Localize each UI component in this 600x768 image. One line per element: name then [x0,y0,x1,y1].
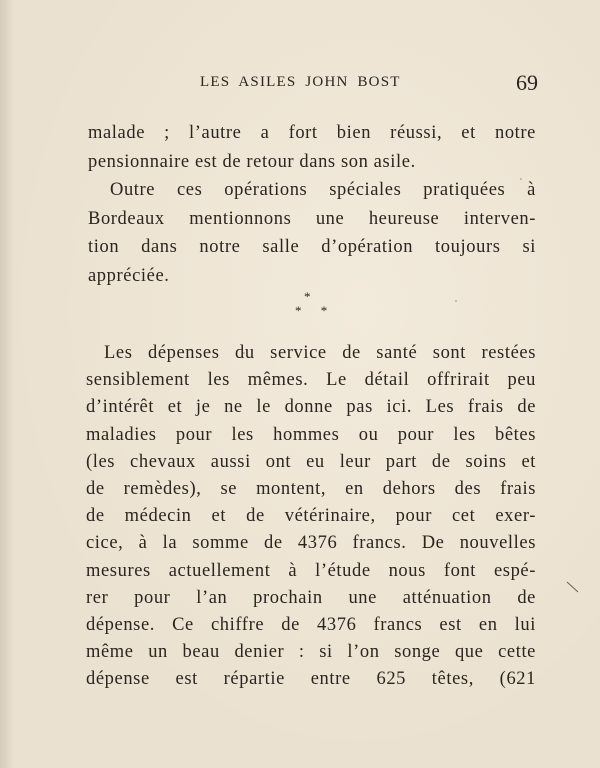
paragraph-line: de remèdes), se montent, en dehors des frais [86,479,536,500]
paragraph-line: Les dépenses du service de santé sont restées [104,343,536,363]
paragraph-line: Bordeaux mentionnons une heureuse interven- [88,208,536,229]
paper-speck [243,352,245,354]
paragraph-line: cice, à la somme de 4376 francs. De nouvelles [86,533,536,554]
paragraph-line: malade ; l’autre a fort bien réussi, et notre [88,123,536,143]
paragraph-line: d’intérêt et je ne le donne pas ici. Les frais de [86,397,536,418]
paragraph-line: pensionnaire est de retour dans son asile. [88,151,416,172]
paragraph-line: de médecin et de vétérinaire, pour cet exer- [86,506,536,527]
text-block-bottom [86,340,536,694]
paragraph-line: (les chevaux aussi ont eu leur part de soins et [86,451,536,472]
text-block-top [88,119,536,290]
margin-pencil-mark [566,580,580,594]
running-title: LES ASILES JOHN BOST [200,74,401,90]
paragraph-line: Outre ces opérations spéciales pratiquées à [110,180,536,200]
ornament-asterisks-bottom: * * [295,303,336,318]
paper-speck [520,178,522,180]
paragraph-line: mesures actuellement à l’étude nous font espé- [86,560,536,581]
section-ornament [0,290,600,322]
paragraph-line: rer pour l’an prochain une atténuation de [86,587,536,608]
paragraph-line: dépense. Ce chiffre de 4376 francs est en lui [86,615,536,636]
paragraph-line: sensiblement les mêmes. Le détail offrirait peu [86,370,536,391]
paragraph-line: maladies pour les hommes ou pour les bêtes [86,424,536,445]
paper-speck [455,300,457,302]
paragraph-line: dépense est répartie entre 625 têtes, (621 [86,669,536,690]
paragraph-line: tion dans notre salle d’opération toujours si [88,237,536,257]
ornament-asterisk-top: * [304,289,311,304]
page-header [200,72,540,98]
paragraph-line: même un beau denier : si l’on songe que cette [86,642,536,663]
paragraph-line: appréciée. [88,265,170,286]
page-number: 69 [516,70,538,95]
